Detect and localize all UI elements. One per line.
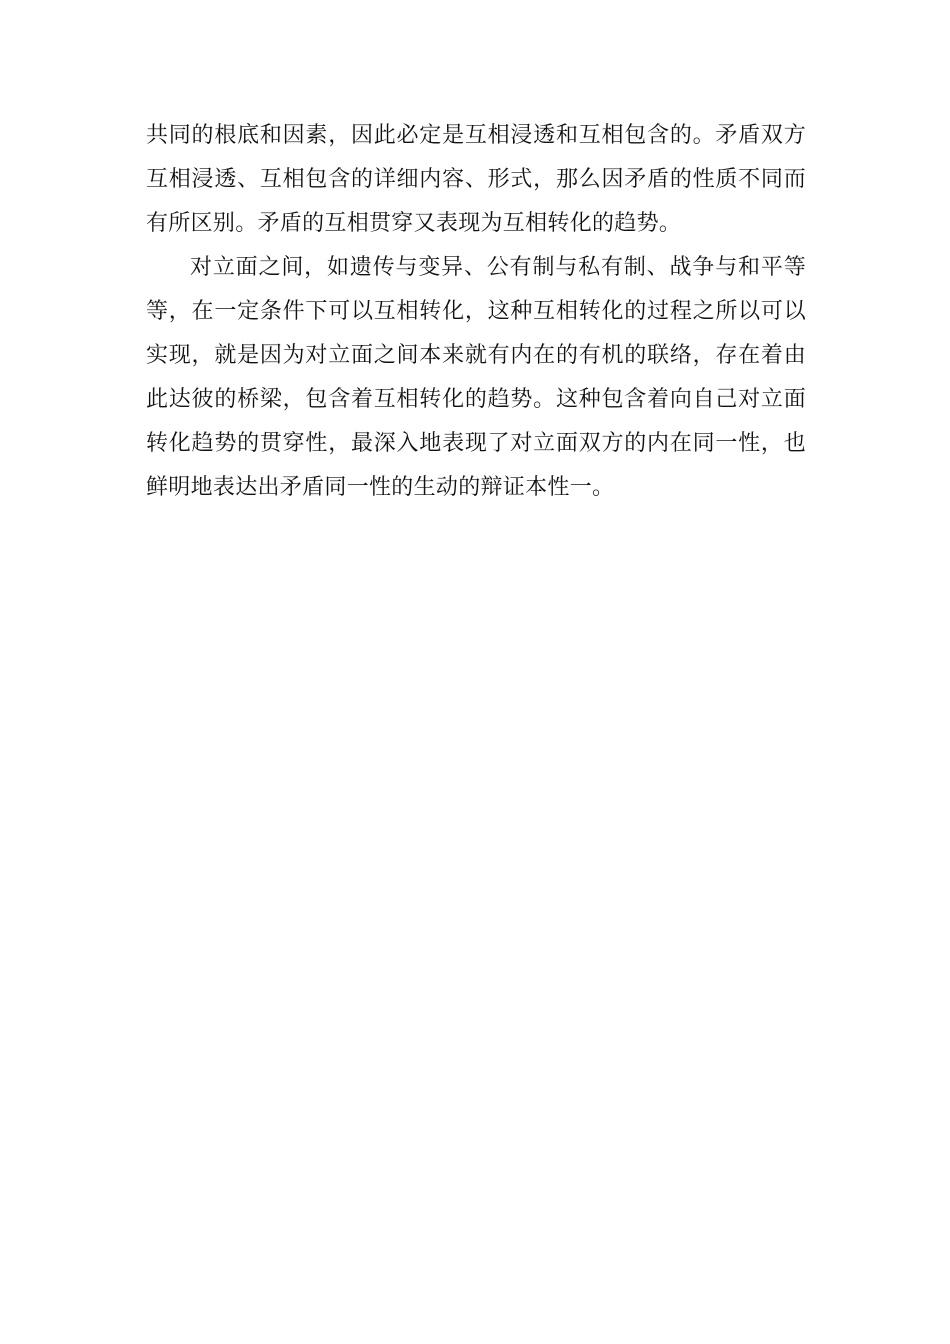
paragraph-2-line-1: 对立面之间，如遗传与变异、公有制与私有制、战争与和平等 xyxy=(190,255,806,280)
paragraph-1 xyxy=(146,114,806,246)
paragraph-2-line-2: 等，在一定条件下可以互相转化，这种互相转化的过程之所以可以 xyxy=(146,299,806,324)
paragraph-2-line-4: 此达彼的桥梁，包含着互相转化的趋势。这种包含着向自己对立面 xyxy=(146,387,806,412)
paragraph-2-line-3: 实现，就是因为对立面之间本来就有内在的有机的联络，存在着由 xyxy=(146,343,806,368)
paragraph-2-line-6: 鲜明地表达出矛盾同一性的生动的辩证本性一。 xyxy=(146,475,615,500)
paragraph-1-line-3: 有所区别。矛盾的互相贯穿又表现为互相转化的趋势。 xyxy=(146,211,682,236)
paragraph-2 xyxy=(146,246,806,510)
paragraph-1-line-1: 共同的根底和因素，因此必定是互相浸透和互相包含的。矛盾双方 xyxy=(146,123,806,148)
paragraph-2-line-5: 转化趋势的贯穿性，最深入地表现了对立面双方的内在同一性，也 xyxy=(146,431,806,456)
paragraph-1-line-2: 互相浸透、互相包含的详细内容、形式，那么因矛盾的性质不同而 xyxy=(146,167,806,192)
body-text xyxy=(146,114,806,510)
